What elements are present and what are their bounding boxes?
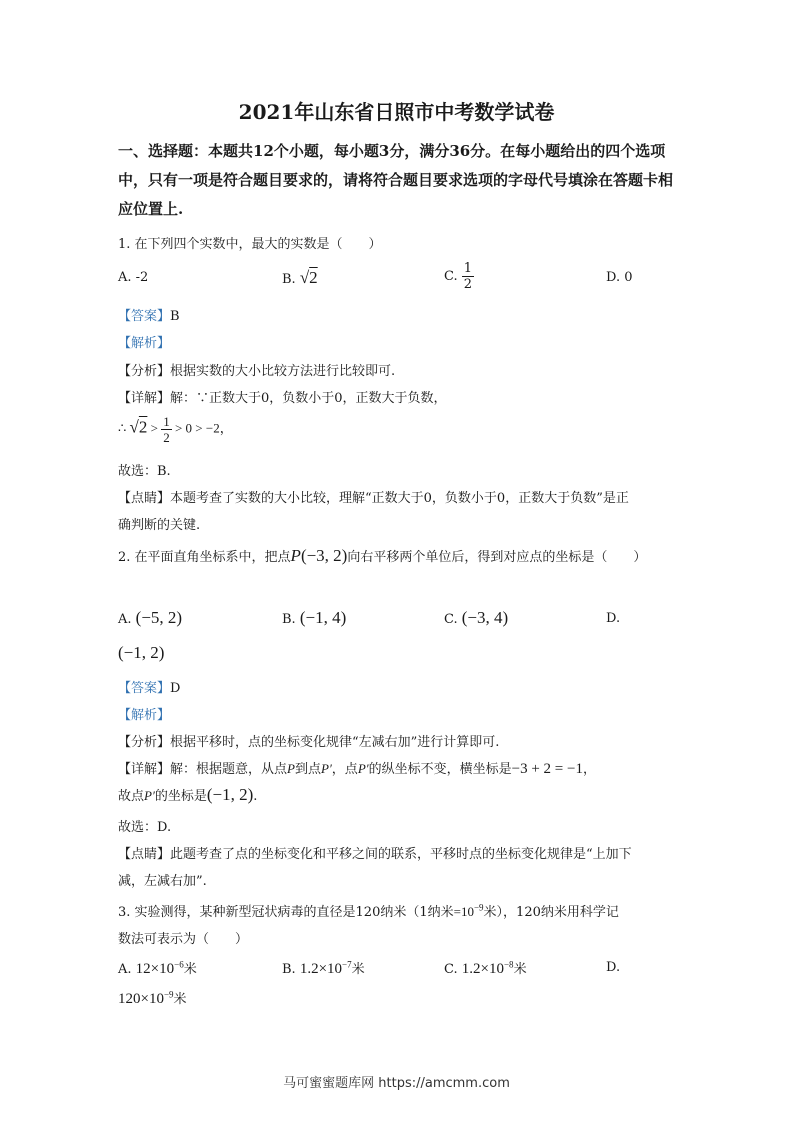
q3-option-c [444, 958, 527, 978]
q3-option-b [282, 958, 365, 978]
q3-option-a [118, 958, 197, 978]
option-base: 12×10 [135, 961, 175, 977]
q2-xiangjie-line2 [118, 785, 257, 805]
q2-option-b [282, 608, 346, 628]
answer-label: 【答案】 [118, 309, 171, 324]
dianjing-text: 此题考查了点的坐标变化和平移之间的联系，平移时点的坐标变化规律是“上加下 [170, 847, 632, 862]
xiangjie-text: 到点 [294, 762, 321, 777]
gt-symbol: > [147, 420, 162, 436]
q2-answer [118, 677, 180, 696]
point-p-coord: (−3, 2) [300, 546, 348, 565]
option-unit: 米 [173, 992, 187, 1007]
q3-stem-line2: 数法可表示为（ ） [118, 932, 249, 947]
fraction-numerator: 1 [463, 261, 473, 276]
q2-stem [118, 546, 646, 566]
xiangjie-text: 解：∵正数大于0，负数小于0，正数大于负数， [170, 391, 447, 406]
q1-stem: 1. 在下列四个实数中，最大的实数是（ ） [118, 237, 382, 252]
option-base: 1.2×10 [461, 961, 504, 977]
q1-option-b [282, 268, 318, 288]
dianjing-label: 【点睛】 [118, 491, 171, 506]
q1-dianjing-line2: 确判断的关键. [118, 518, 201, 533]
calculation: −3 + 2 = −1 [511, 761, 583, 777]
option-unit: 米 [513, 962, 527, 977]
q2-dianjing-line1 [118, 843, 632, 862]
option-value: (−1, 4) [299, 608, 347, 627]
q2-stem-text-end: 向右平移两个单位后，得到对应点的坐标是（ ） [347, 550, 647, 565]
sqrt-symbol: √2 [299, 268, 318, 287]
option-base: 1.2×10 [299, 961, 343, 977]
q1-xiangjie [118, 387, 447, 406]
option-letter: A. [118, 612, 132, 627]
q2-stem-text: 2. 在平面直角坐标系中，把点 [118, 550, 291, 565]
fraction-denominator: 2 [163, 430, 170, 445]
answer-value: B [170, 309, 180, 324]
q2-analysis-label: 【解析】 [118, 708, 171, 723]
option-letter: B. [282, 962, 296, 977]
xiangjie-text: 故点 [118, 789, 145, 804]
q1-analysis-label: 【解析】 [118, 336, 171, 351]
page-title: 2021年山东省日照市中考数学试卷 [238, 100, 555, 124]
fenxi-text: 根据平移时，点的坐标变化规律“左减右加”进行计算即可. [170, 735, 500, 750]
dianjing-label: 【点睛】 [118, 847, 171, 862]
sqrt-value: 2 [138, 417, 148, 437]
q1-option-b-value: 2 [309, 268, 318, 287]
fenxi-label: 【分析】 [118, 735, 171, 750]
option-exponent: −7 [342, 959, 352, 970]
comma: ， [582, 762, 596, 777]
answer-label: 【答案】 [118, 681, 171, 696]
xiangjie-label: 【详解】 [118, 391, 171, 406]
option-unit: 米 [351, 962, 365, 977]
option-value: (−3, 4) [461, 608, 509, 627]
xiangjie-text: 的坐标是 [154, 789, 207, 804]
q1-option-d: D. 0 [606, 270, 633, 285]
q2-option-c [444, 608, 508, 628]
q1-option-c-fraction [462, 261, 474, 292]
q1-option-a: A. -2 [118, 270, 149, 285]
q2-choose: 故选：D. [118, 820, 172, 835]
xiangjie-text: ，点 [331, 762, 358, 777]
point-p-prime: P′ [357, 761, 369, 776]
q1-fenxi [118, 360, 395, 379]
point-p: P [287, 761, 295, 776]
fenxi-text: 根据实数的大小比较方法进行比较即可. [170, 364, 396, 379]
q3-option-d: D. [606, 960, 621, 975]
option-base: 120×10 [118, 991, 164, 1007]
option-value: (−5, 2) [135, 608, 183, 627]
point-p-prime: P′ [144, 788, 155, 803]
period: . [253, 789, 258, 804]
q1-inequality [118, 414, 233, 445]
fraction-denominator: 2 [463, 277, 473, 292]
nano-exponent: −9 [473, 902, 484, 913]
result-coord: (−1, 2) [206, 785, 254, 804]
comma: ， [219, 420, 233, 436]
q3-stem-line1 [118, 901, 619, 920]
q1-choose: 故选：B. [118, 464, 171, 479]
q1-option-b-letter: B. [282, 272, 296, 287]
q1-option-c-letter: C. [444, 269, 458, 284]
answer-value: D [170, 681, 181, 696]
q3-option-d-value [118, 988, 187, 1008]
footer-watermark: 马可蜜蜜题库网 https://amcmm.com [283, 1076, 510, 1091]
option-exponent: −9 [163, 989, 174, 1000]
option-letter: C. [444, 612, 458, 627]
q2-fenxi [118, 731, 499, 750]
fraction-numerator: 1 [163, 414, 170, 429]
sqrt-symbol: √2 [129, 417, 148, 437]
point-p-prime: P′ [321, 761, 332, 776]
q2-dianjing-line2: 减，左减右加”. [118, 874, 207, 889]
q2-option-d-value: (−1, 2) [118, 643, 165, 662]
option-unit: 米 [183, 962, 197, 977]
inequality-fraction [161, 414, 172, 445]
xiangjie-text: 解：根据题意，从点 [170, 762, 288, 777]
point-p: P [290, 546, 301, 565]
option-letter: A. [118, 962, 132, 977]
dianjing-text: 本题考查了实数的大小比较，理解“正数大于0，负数小于0，正数大于负数”是正 [170, 491, 629, 506]
q3-stem-text: 3. 实验测得，某种新型冠状病毒的直径是120纳米（1纳米 [118, 905, 454, 920]
q2-option-d: D. [606, 611, 621, 626]
therefore-symbol: ∴ [118, 420, 127, 436]
option-exponent: −8 [503, 959, 514, 970]
q1-dianjing-line1 [118, 487, 629, 506]
option-exponent: −6 [174, 959, 184, 970]
section-heading: 一、选择题：本题共12个小题，每小题3分，满分36分。在每小题给出的四个选项中，只有一项是符合题目要求的，请将符合题目要求选项的字母代号填涂在答题卡相应位置上. [118, 142, 674, 218]
xiangjie-text: 的纵坐标不变，横坐标是 [368, 762, 512, 777]
q2-option-a [118, 608, 182, 628]
q1-option-c [444, 261, 474, 292]
fenxi-label: 【分析】 [118, 364, 171, 379]
inequality-tail: > 0 > −2 [171, 420, 220, 436]
q2-xiangjie [118, 758, 596, 778]
xiangjie-label: 【详解】 [118, 762, 171, 777]
nano-eq: =10 [453, 904, 474, 919]
option-letter: C. [444, 962, 458, 977]
q1-answer [118, 305, 180, 324]
q3-stem-text-end: 米），120纳米用科学记 [483, 905, 619, 920]
option-letter: B. [282, 612, 296, 627]
